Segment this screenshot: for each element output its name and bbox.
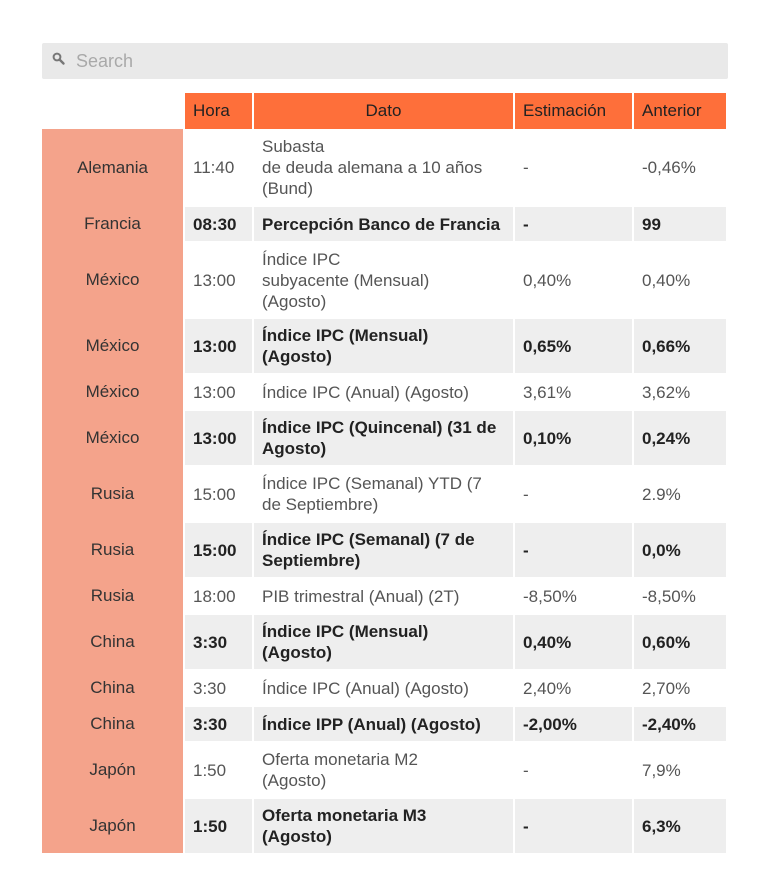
table-row[interactable]: [42, 373, 726, 409]
table-row[interactable]: [42, 409, 726, 465]
header-dato[interactable]: Dato: [252, 93, 513, 129]
estimacion-cell: -: [513, 205, 632, 241]
country-cell: Japón: [42, 741, 183, 797]
country-cell: Francia: [42, 205, 183, 241]
dato-cell: Índice IPC subyacente (Mensual) (Agosto): [252, 241, 513, 317]
hora-cell: 1:50: [183, 797, 252, 853]
dato-cell: Índice IPC (Quincenal) (31 de Agosto): [252, 409, 513, 465]
search-input[interactable]: [76, 43, 716, 79]
estimacion-cell: -: [513, 741, 632, 797]
hora-cell: 11:40: [183, 129, 252, 205]
estimacion-cell: 0,40%: [513, 613, 632, 669]
table-row[interactable]: [42, 741, 726, 797]
search-bar[interactable]: [42, 43, 728, 79]
hora-cell: 1:50: [183, 741, 252, 797]
estimacion-cell: -: [513, 521, 632, 577]
dato-cell: Índice IPC (Semanal) (7 de Septiembre): [252, 521, 513, 577]
country-cell: China: [42, 613, 183, 669]
country-cell: Japón: [42, 797, 183, 853]
anterior-cell: 99: [632, 205, 726, 241]
dato-cell: Índice IPC (Semanal) YTD (7 de Septiembre): [252, 465, 513, 521]
dato-cell: Índice IPP (Anual) (Agosto): [252, 705, 513, 741]
anterior-cell: -8,50%: [632, 577, 726, 613]
anterior-cell: 2,70%: [632, 669, 726, 705]
hora-cell: 08:30: [183, 205, 252, 241]
anterior-cell: 2.9%: [632, 465, 726, 521]
country-cell: Alemania: [42, 129, 183, 205]
dato-cell: Oferta monetaria M2 (Agosto): [252, 741, 513, 797]
estimacion-cell: -: [513, 129, 632, 205]
estimacion-cell: 0,40%: [513, 241, 632, 317]
country-cell: Rusia: [42, 577, 183, 613]
table-header-row: [42, 93, 726, 129]
hora-cell: 18:00: [183, 577, 252, 613]
header-hora[interactable]: Hora: [183, 93, 252, 129]
table-row[interactable]: [42, 797, 726, 853]
dato-cell: Percepción Banco de Francia: [252, 205, 513, 241]
country-cell: México: [42, 241, 183, 317]
anterior-cell: 0,0%: [632, 521, 726, 577]
country-cell: China: [42, 669, 183, 705]
hora-cell: 13:00: [183, 317, 252, 373]
table-row[interactable]: [42, 577, 726, 613]
anterior-cell: 3,62%: [632, 373, 726, 409]
economic-calendar-table: [42, 93, 726, 853]
hora-cell: 13:00: [183, 241, 252, 317]
estimacion-cell: 0,65%: [513, 317, 632, 373]
dato-cell: Subasta de deuda alemana a 10 años (Bund): [252, 129, 513, 205]
anterior-cell: -0,46%: [632, 129, 726, 205]
dato-cell: Índice IPC (Mensual) (Agosto): [252, 613, 513, 669]
hora-cell: 13:00: [183, 373, 252, 409]
hora-cell: 15:00: [183, 521, 252, 577]
dato-cell: Índice IPC (Anual) (Agosto): [252, 373, 513, 409]
table-row[interactable]: [42, 669, 726, 705]
table-row[interactable]: [42, 317, 726, 373]
country-cell: Rusia: [42, 465, 183, 521]
anterior-cell: 0,66%: [632, 317, 726, 373]
estimacion-cell: 2,40%: [513, 669, 632, 705]
table-row[interactable]: [42, 129, 726, 205]
country-cell: Rusia: [42, 521, 183, 577]
country-cell: México: [42, 373, 183, 409]
estimacion-cell: 0,10%: [513, 409, 632, 465]
hora-cell: 3:30: [183, 669, 252, 705]
hora-cell: 13:00: [183, 409, 252, 465]
dato-cell: Índice IPC (Anual) (Agosto): [252, 669, 513, 705]
hora-cell: 3:30: [183, 705, 252, 741]
hora-cell: 3:30: [183, 613, 252, 669]
anterior-cell: 0,24%: [632, 409, 726, 465]
header-corner: [42, 93, 183, 129]
dato-cell: PIB trimestral (Anual) (2T): [252, 577, 513, 613]
country-cell: China: [42, 705, 183, 741]
search-icon: [52, 52, 66, 66]
anterior-cell: -2,40%: [632, 705, 726, 741]
country-cell: México: [42, 409, 183, 465]
estimacion-cell: -: [513, 465, 632, 521]
anterior-cell: 0,60%: [632, 613, 726, 669]
country-cell: México: [42, 317, 183, 373]
table-row[interactable]: [42, 205, 726, 241]
estimacion-cell: -8,50%: [513, 577, 632, 613]
table-row[interactable]: [42, 705, 726, 741]
hora-cell: 15:00: [183, 465, 252, 521]
header-estimacion[interactable]: Estimación: [513, 93, 632, 129]
table-row[interactable]: [42, 465, 726, 521]
table-row[interactable]: [42, 521, 726, 577]
table-row[interactable]: [42, 613, 726, 669]
table-row[interactable]: [42, 241, 726, 317]
estimacion-cell: -: [513, 797, 632, 853]
header-anterior[interactable]: Anterior: [632, 93, 726, 129]
estimacion-cell: 3,61%: [513, 373, 632, 409]
anterior-cell: 6,3%: [632, 797, 726, 853]
dato-cell: Índice IPC (Mensual) (Agosto): [252, 317, 513, 373]
anterior-cell: 7,9%: [632, 741, 726, 797]
estimacion-cell: -2,00%: [513, 705, 632, 741]
anterior-cell: 0,40%: [632, 241, 726, 317]
dato-cell: Oferta monetaria M3 (Agosto): [252, 797, 513, 853]
